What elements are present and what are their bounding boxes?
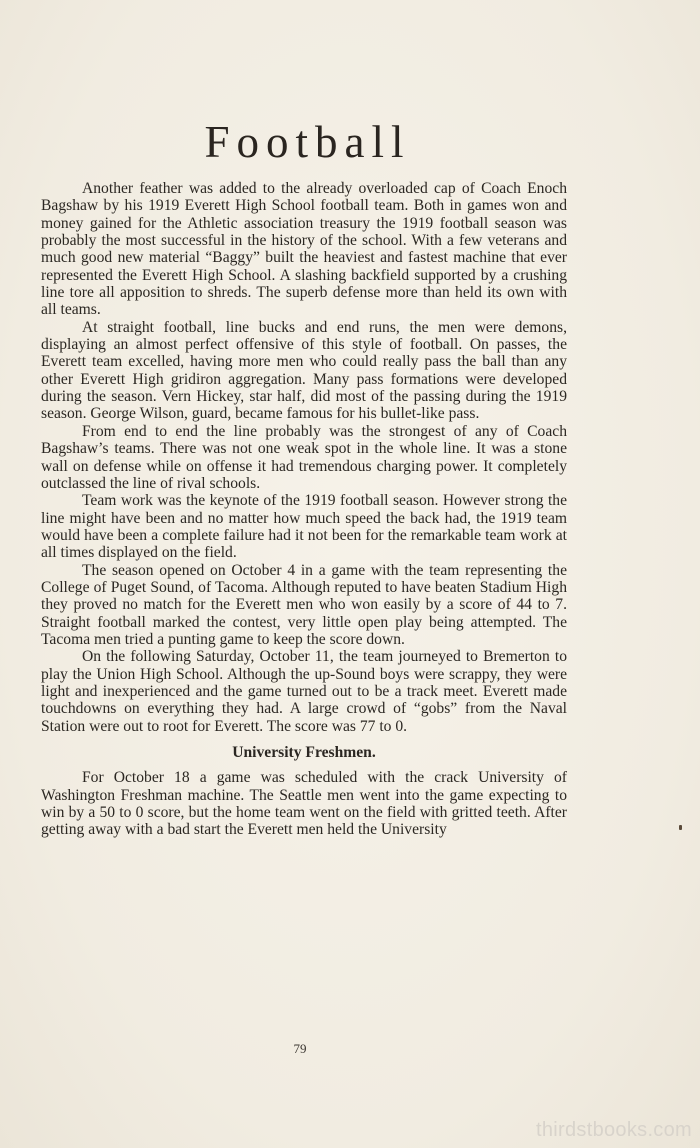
watermark: thirdstbooks.com [536,1119,692,1141]
paragraph: The season opened on October 4 in a game with the team representing the College of Puget Sound, of Tacoma. Although reputed to have beaten Stadium High they proved no match for the Everett men who won easily by a score of 44 to 7. Straight football marked the contest, very little open play being attempted. The Tacoma men tried a punting game to keep the score down. [41,561,567,648]
page-number: 79 [293,1041,307,1056]
paragraph: At straight football, line bucks and end runs, the men were demons, displaying an almost perfect offensive of this style of football. On passes, the Everett team excelled, having more men who could really pass the ball than any other Everett High gridiron aggregation. Many pass formations were developed during the season. Vern Hickey, star half, did most of the passing during the 1919 season. George Wilson, guard, became famous for his bullet-like pass. [41,318,567,423]
paragraph: Another feather was added to the already overloaded cap of Coach Enoch Bagshaw by his 1919 Everett High School football team. Both in games won and money gained for the Athletic association treasury the 1919 football season was probably the most successful in the history of the school. With a few veterans and much good new material “Baggy” built the heaviest and fastest machine that ever represented the Everett High School. A slashing backfield supported by a crushing line tore all apposition to shreds. The superb defense more than held its own with all teams. [41,180,567,319]
section-subheading: University Freshmen. [232,744,376,761]
paragraph: Team work was the keynote of the 1919 football season. However strong the line might have been and no matter how much speed the back had, the 1919 team would have been a complete failure had it not been for the remarkable team work at all times displayed on the field. [41,492,567,562]
paragraph: For October 18 a game was scheduled with the crack University of Washington Freshman machine. The Seattle men went into the game expecting to win by a 50 to 0 score, but the home team went on the field with gritted teeth. After getting away with a bad start the Everett men held the University [41,769,567,839]
paragraph: On the following Saturday, October 11, the team journeyed to Bremerton to play the Union High School. Although the up-Sound boys were scrappy, they were light and inexperienced and the game turned out to be a track meet. Everett made touchdowns on everything they had. A large crowd of “gobs” from the Naval Station were out to root for Everett. The score was 77 to 0. [41,648,567,735]
page-title: Football [204,117,411,167]
paper-speck [679,825,682,830]
article-body [41,180,567,839]
paragraph: From end to end the line probably was the strongest of any of Coach Bagshaw’s teams. There was not one weak spot in the whole line. It was a stone wall on defense while on offense it had tremendous charging power. It completely outclassed the line of rival schools. [41,422,567,492]
